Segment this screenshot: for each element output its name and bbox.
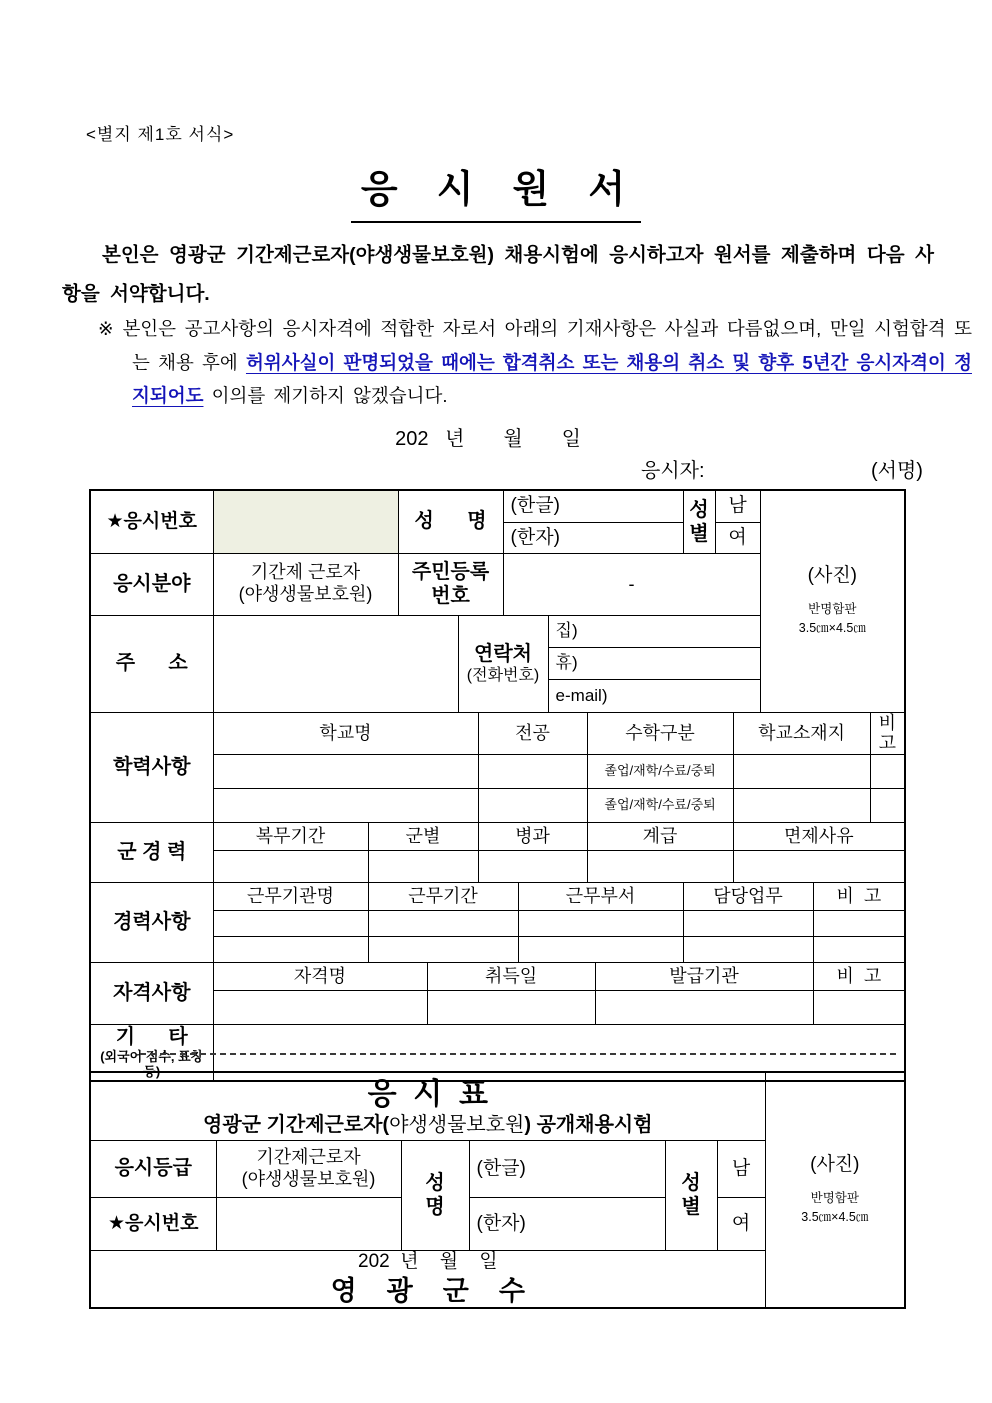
mil-branch-field[interactable] (368, 850, 478, 882)
address-label: 주 소 (90, 615, 213, 712)
exam-number-label: ★응시번호 (90, 490, 213, 553)
ticket-grade-value (216, 1140, 401, 1197)
ticket-gender-label-line2: 별 (681, 1196, 701, 1218)
etc-label-line2: (외국어 점수, 표창 등) (100, 1048, 204, 1080)
photo-spec-1: 반명함판 (808, 602, 857, 617)
ticket-subtitle (91, 1113, 765, 1137)
ticket-photo-spec-2: 3.5㎝×4.5㎝ (801, 1210, 869, 1225)
ticket-issuer: 영 광 군 수 (330, 1276, 525, 1307)
edu-header-major: 전공 (478, 712, 587, 754)
edu-row1-note-field[interactable] (870, 754, 905, 788)
ticket-name-label-line2: 명 (425, 1196, 445, 1218)
edu-row1-location-field[interactable] (733, 754, 870, 788)
ticket-exam-number-field[interactable] (216, 1197, 401, 1250)
ticket-grade-value-line2: (야생생물보호원) (241, 1168, 376, 1189)
ticket-grade-label: 응시등급 (90, 1140, 216, 1197)
mil-header-exemption: 면제사유 (733, 822, 905, 850)
license-name-field[interactable] (213, 990, 427, 1024)
ticket-photo-title: (사진) (810, 1153, 860, 1175)
signature-label: (서명) (871, 460, 923, 482)
contact-email-field[interactable]: e-mail) (548, 679, 760, 712)
photo-spec-2: 3.5㎝×4.5㎝ (798, 621, 866, 636)
edu-row2-status-field[interactable]: 졸업/재학/수료/중퇴 (587, 788, 733, 822)
career-row2-note-field[interactable] (813, 936, 905, 962)
rrn-label-line2: 번호 (431, 585, 470, 607)
address-field[interactable] (213, 615, 458, 712)
contact-label-line1: 연락처 (474, 642, 532, 665)
gender-female-cell[interactable]: 여 (715, 522, 760, 553)
ticket-name-label (401, 1140, 469, 1250)
gender-male-cell[interactable]: 남 (715, 490, 760, 522)
application-table (89, 489, 906, 1082)
edu-row2-major-field[interactable] (478, 788, 587, 822)
license-header-note: 비 고 (813, 962, 905, 990)
notice-text-before: 본인은 공고사항의 응시자격에 적합한 자로서 아래의 기재사항은 사실과 다름없으며, 만일 시험합격 또는 채용 후에 (122, 318, 972, 373)
career-row1-note-field[interactable] (813, 910, 905, 936)
etc-label-line1: 기 타 (115, 1025, 188, 1048)
notice-paragraph (98, 312, 972, 413)
mil-specialty-field[interactable] (478, 850, 587, 882)
military-label: 군 경 력 (90, 822, 213, 882)
date-line: 202 년 월 일 (395, 428, 581, 450)
ticket-name-hanja-field[interactable]: (한자) (469, 1197, 665, 1250)
ticket-title-cell (90, 1072, 765, 1140)
license-issuer-field[interactable] (595, 990, 813, 1024)
license-label: 자격사항 (90, 962, 213, 1024)
name-label: 성 명 (398, 490, 503, 553)
name-hanja-field[interactable]: (한자) (503, 522, 683, 553)
photo-box (760, 490, 905, 712)
career-header-period: 근무기간 (368, 882, 518, 910)
ticket-title: 응 시 표 (367, 1077, 488, 1111)
career-row2-duty-field[interactable] (683, 936, 813, 962)
ticket-grade-value-line1: 기간제근로자 (256, 1146, 361, 1167)
license-date-field[interactable] (427, 990, 595, 1024)
career-row1-dept-field[interactable] (518, 910, 683, 936)
name-hangul-field[interactable]: (한글) (503, 490, 683, 522)
license-header-date: 취득일 (427, 962, 595, 990)
gender-label-line2: 별 (689, 522, 709, 545)
edu-header-location: 학교소재지 (733, 712, 870, 754)
edu-header-school: 학교명 (213, 712, 478, 754)
education-label: 학력사항 (90, 712, 213, 822)
gender-label (683, 490, 715, 553)
field-value-line1: 기간제 근로자 (250, 562, 361, 583)
mil-header-branch: 군별 (368, 822, 478, 850)
ticket-photo-spec-1: 반명함판 (810, 1191, 859, 1206)
ticket-gender-label-line1: 성 (681, 1172, 701, 1194)
career-row2-org-field[interactable] (213, 936, 368, 962)
rrn-label-line1: 주민등록 (411, 561, 490, 583)
ticket-name-label-line1: 성 (425, 1172, 445, 1194)
notice-mark: ※ (98, 318, 114, 339)
notice-text-after: 이의를 제기하지 않겠습니다. (203, 385, 448, 406)
career-row1-period-field[interactable] (368, 910, 518, 936)
mil-header-specialty: 병과 (478, 822, 587, 850)
contact-home-field[interactable]: 집) (548, 615, 760, 647)
license-header-issuer: 발급기관 (595, 962, 813, 990)
ticket-subtitle-normal: 야생생물보호원 (389, 1114, 525, 1136)
career-header-org: 근무기관명 (213, 882, 368, 910)
career-label: 경력사항 (90, 882, 213, 962)
career-row2-period-field[interactable] (368, 936, 518, 962)
ticket-exam-number-label: ★응시번호 (90, 1197, 216, 1250)
edu-row2-location-field[interactable] (733, 788, 870, 822)
edu-row1-status-field[interactable]: 졸업/재학/수료/중퇴 (587, 754, 733, 788)
field-value-line2: (야생생물보호원) (238, 584, 373, 604)
ticket-name-hangul-field[interactable]: (한글) (469, 1140, 665, 1197)
mil-header-rank: 계급 (587, 822, 733, 850)
edu-header-note: 비고 (870, 712, 905, 754)
notice-highlight: 허위사실이 판명되었을 때에는 합격취소 또는 채용의 취소 및 향후 5년간 응시자격이 정지되어도 (132, 351, 972, 406)
career-row2-dept-field[interactable] (518, 936, 683, 962)
career-row1-org-field[interactable] (213, 910, 368, 936)
ticket-gender-female-cell[interactable]: 여 (717, 1197, 765, 1250)
edu-row1-major-field[interactable] (478, 754, 587, 788)
field-value (213, 553, 398, 615)
ticket-date-line: 202 년 월 일 (358, 1250, 498, 1272)
document-title-wrap (0, 158, 992, 223)
ticket-photo-box (765, 1072, 905, 1308)
license-note-field[interactable] (813, 990, 905, 1024)
document-title: 응 시 원 서 (351, 158, 641, 223)
contact-label (458, 615, 548, 712)
photo-title: (사진) (807, 564, 858, 586)
career-header-dept: 근무부서 (518, 882, 683, 910)
exam-number-field[interactable] (213, 490, 398, 553)
edu-row1-school-field[interactable] (213, 754, 478, 788)
field-label: 응시분야 (90, 553, 213, 615)
career-header-note: 비 고 (813, 882, 905, 910)
rrn-field[interactable]: - (503, 553, 760, 615)
ticket-subtitle-bold1: 영광군 기간제근로자( (203, 1114, 390, 1136)
ticket-gender-male-cell[interactable]: 남 (717, 1140, 765, 1197)
gender-label-line1: 성 (689, 498, 709, 521)
career-row1-duty-field[interactable] (683, 910, 813, 936)
ticket-gender-label (665, 1140, 717, 1250)
license-header-name: 자격명 (213, 962, 427, 990)
mil-rank-field[interactable] (587, 850, 733, 882)
mil-period-field[interactable] (213, 850, 368, 882)
applicant-label: 응시자: (641, 460, 705, 482)
cut-line (140, 1053, 896, 1055)
contact-mobile-field[interactable]: 휴) (548, 647, 760, 679)
ticket-subtitle-bold2: ) 공개채용시험 (524, 1114, 653, 1136)
ticket-issue-cell (90, 1250, 765, 1308)
rrn-label (398, 553, 503, 615)
edu-row2-school-field[interactable] (213, 788, 478, 822)
contact-label-line2: (전화번호) (466, 666, 540, 684)
mil-exemption-field[interactable] (733, 850, 905, 882)
exam-ticket-table (89, 1071, 906, 1309)
mil-header-period: 복무기간 (213, 822, 368, 850)
edu-row2-note-field[interactable] (870, 788, 905, 822)
pledge-paragraph: 본인은 영광군 기간제근로자(야생생물보호원) 채용시험에 응시하고자 원서를 제출하며 다음 사항을 서약합니다. (62, 244, 934, 305)
edu-header-status: 수학구분 (587, 712, 733, 754)
form-tag: <별지 제1호 서식> (86, 125, 235, 144)
career-header-duty: 담당업무 (683, 882, 813, 910)
